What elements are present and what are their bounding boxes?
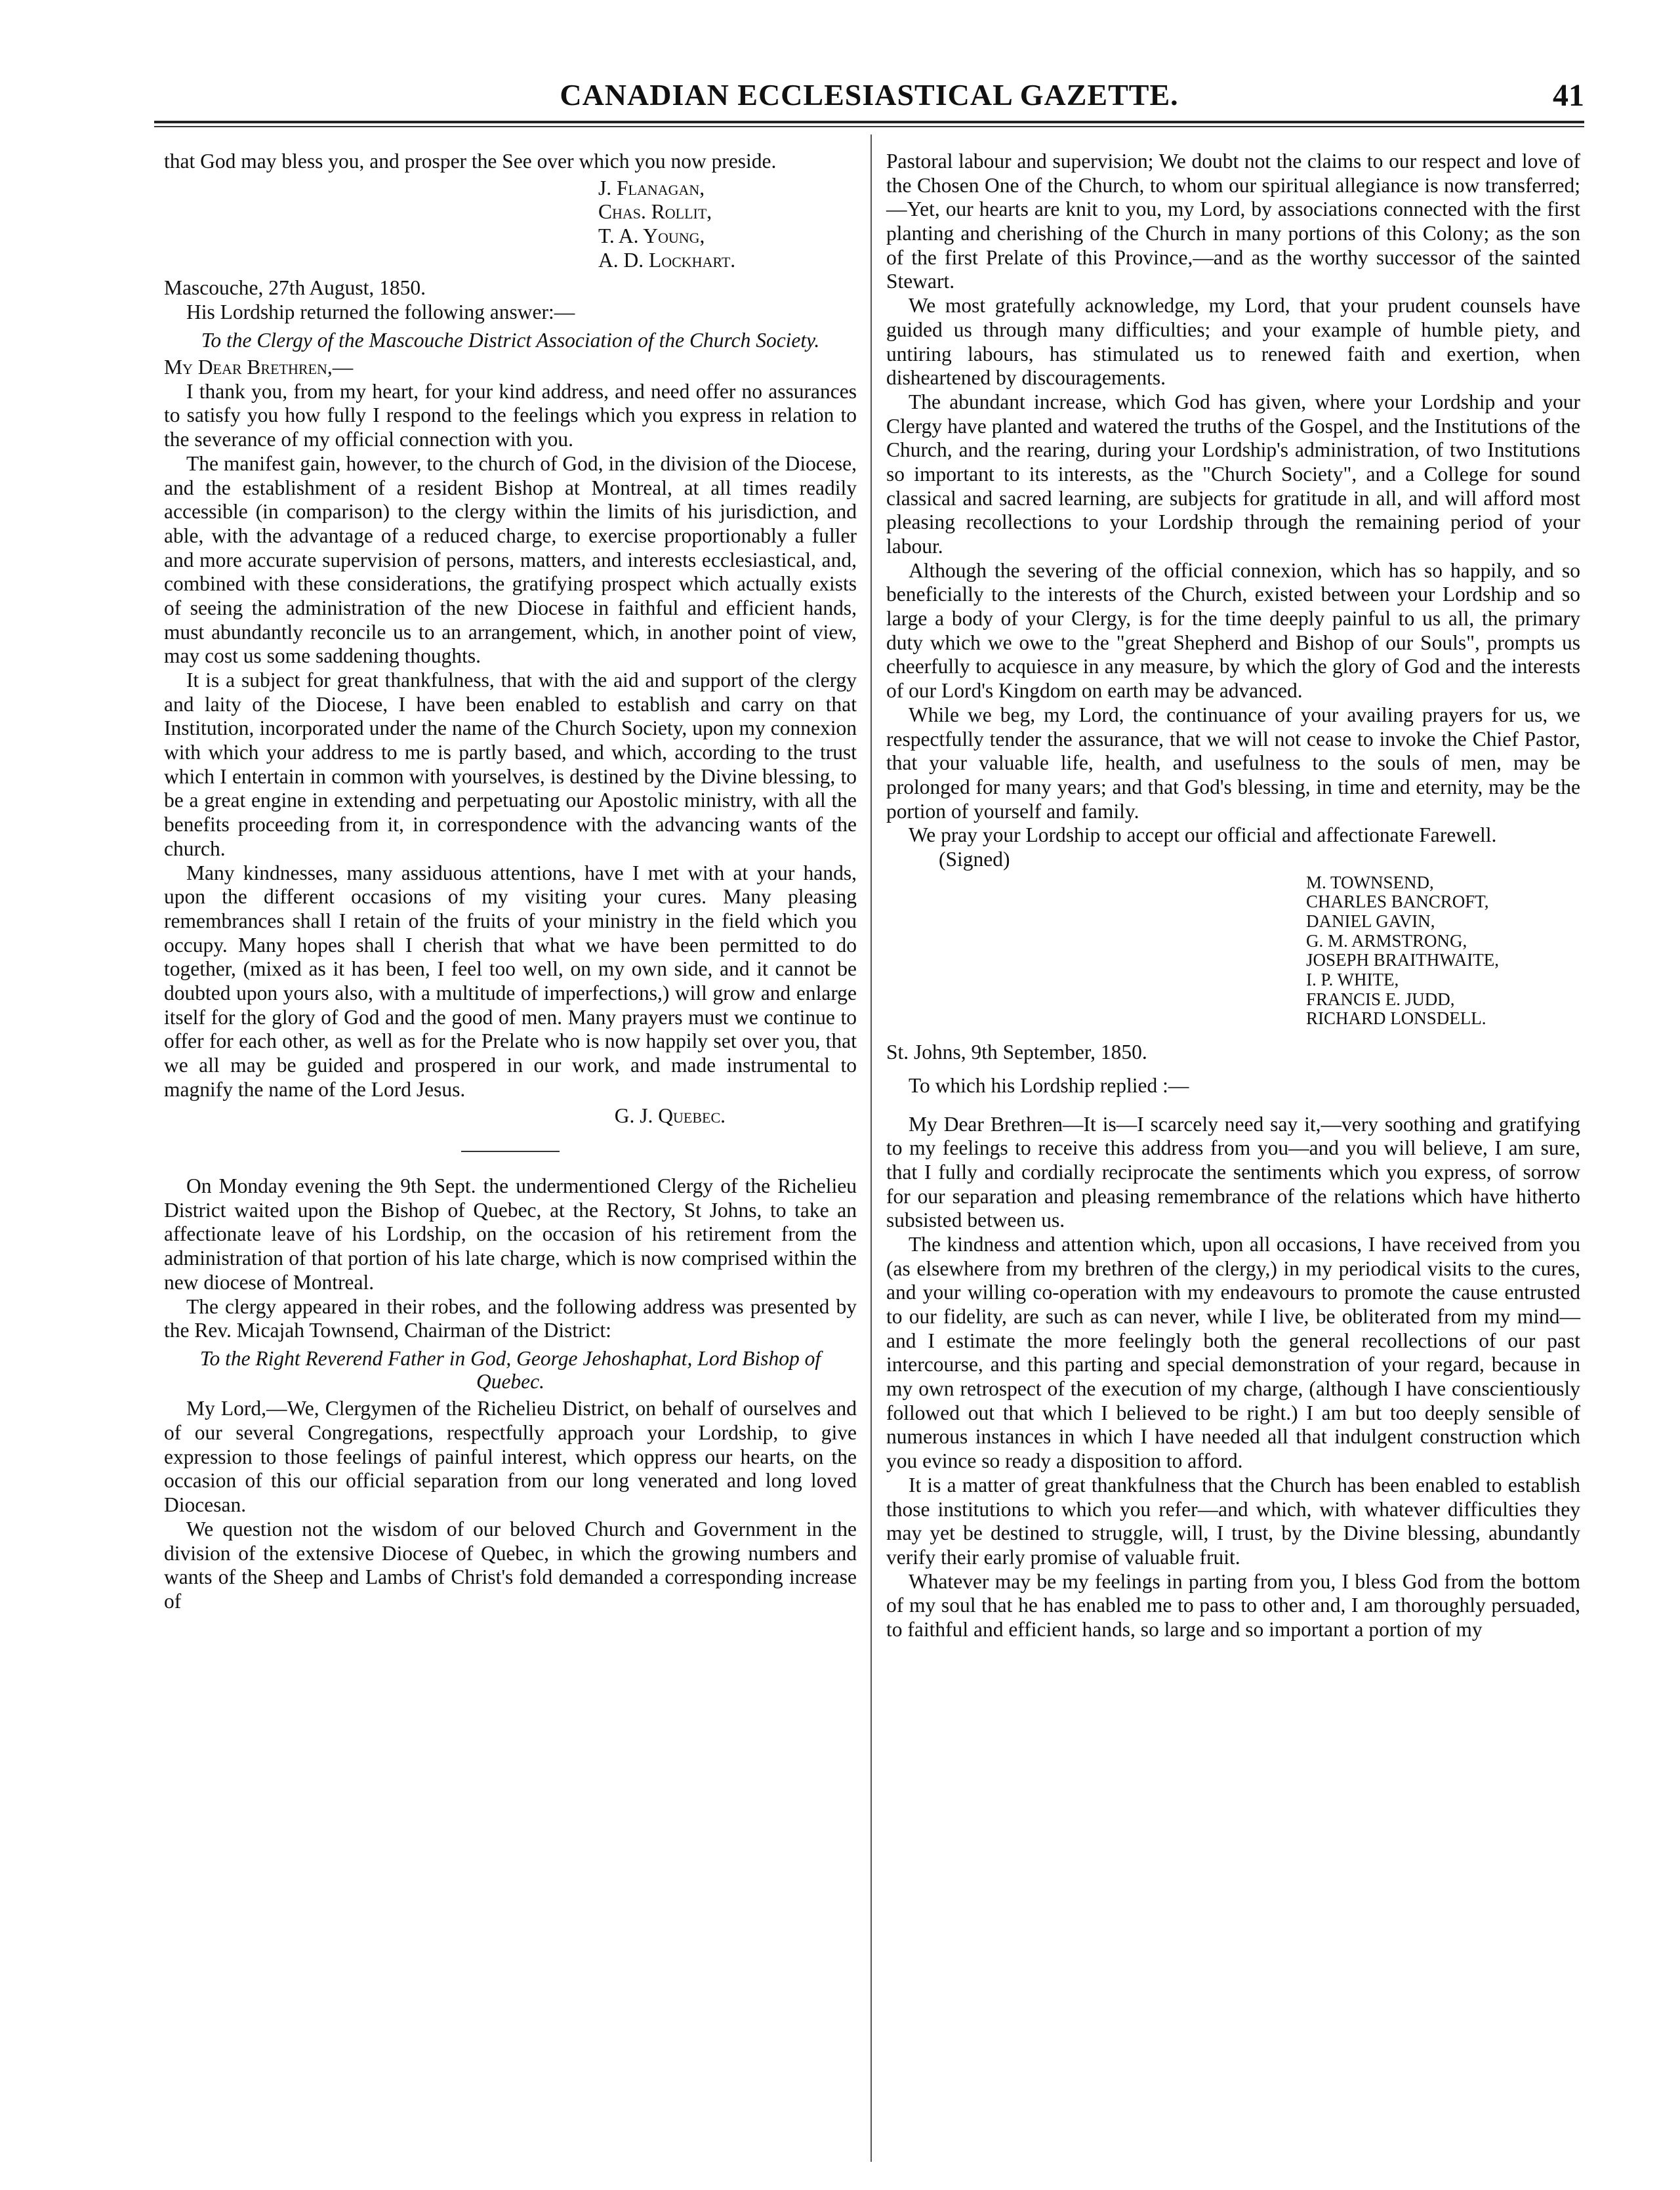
paragraph: We pray your Lordship to accept our official and affectionate Farewell. (909, 823, 1497, 847)
paragraph: The kindness and attention which, upon all occasions, I have received from you (as elsewhere from my brethren of the clergy,) in my periodical visits to the cures, and your willing co-operation with my endeavours to promote the cause entrusted to our fidelity, are such as can never, while I live, be obliterated from my mind—and I estimate the more feelingly both the general recollections of our past intercourse, and this parting and special demonstration of your regard, because in my own retrospect of the execution of my charge, (although I have conscientiously followed out that which I believed to be right.) I am but too deeply sensible of numerous instances in which I have needed all that indulgent construction which you evince so ready a disposition to afford. (886, 1232, 1580, 1473)
signatory: J. Flanagan, (598, 176, 705, 199)
signature-bishop: G. J. Quebec. (614, 1104, 726, 1128)
paragraph: While we beg, my Lord, the continuance of your availing prayers for us, we respectfully tender the assurance, that we will not cease to invoke the Chief Pastor, that your valuable life, health, and usefulness to the souls of men, may be prolonged for many years; and that God's blessing, in time and eternity, may be the portion of yourself and family. (886, 703, 1580, 823)
paragraph: The manifest gain, however, to the church of God, in the division of the Diocese, and the establishment of a resident Bishop at Montreal, at all times readily accessible (in comparison) to the clergy within the limits of his jurisdiction, and able, with the advantage of a reduced charge, to exercise proportionably a fuller and more accurate supervision of persons, matters, and interests ecclesiastical, and, combined with these considerations, the gratifying prospect which actually exists of seeing the administration of the new Diocese in faithful and efficient hands, must abundantly reconcile us to an arrangement, which, in another point of view, may cost us some saddening thoughts. (164, 451, 857, 668)
signatory: Chas. Rollit, (598, 200, 712, 224)
paragraph: It is a matter of great thankfulness that the Church has been enabled to establish those institutions to which you refer—and which, with whatever difficulties they may yet be destined to struggle, will, I trust, by the Divine blessing, abundantly verify their early promise of valuable fruit. (886, 1473, 1580, 1569)
signatory: CHARLES BANCROFT, (1306, 892, 1489, 912)
section-separator (461, 1151, 560, 1152)
signature-list-mascouche (164, 176, 857, 273)
place-date: Mascouche, 27th August, 1850. (164, 276, 426, 300)
header-rule-thin (154, 126, 1584, 127)
paragraph: We most gratefully acknowledge, my Lord, that your prudent counsels have guided us through many difficulties; and your example of humble piety, and untiring labours, has stimulated us to renewed faith and exertion, when disheartened by discouragements. (886, 294, 1580, 390)
signed-line (886, 848, 1580, 872)
left-column (164, 150, 857, 1614)
paragraph: On Monday evening the 9th Sept. the undermentioned Clergy of the Richelieu District waited upon the Bishop of Quebec, at the Rectory, St Johns, to take an affectionate leave of his Lordship, on the occasion of his retirement from the administration of that portion of his late charge, which is now comprised within the new diocese of Montreal. (164, 1174, 857, 1294)
paragraph: Pastoral labour and supervision; We doubt not the claims to our respect and love of the Chosen One of the Church, to whom our spiritual allegiance is now transferred;—Yet, our hearts are knit to you, my Lord, by associations connected with the first planting and cherishing of the Church in many portions of this Colony; as the son of the first Prelate of this Province,—and as the worthy successor of the sainted Stewart. (886, 150, 1580, 293)
paragraph: My Dear Brethren—It is—I scarcely need say it,—very soothing and gratifying to my feelings to receive this address from you—and you will believe, I am sure, that I fully and cordially reciprocate the sentiments which you express, of sorrow for our separation and pleasing remembrance of the relations which have hitherto subsisted between us. (886, 1112, 1580, 1232)
page-header (154, 77, 1584, 118)
page-number: 41 (1553, 78, 1584, 113)
paragraph: We question not the wisdom of our beloved Church and Government in the division of the extensive Diocese of Quebec, in which the growing numbers and wants of the Sheep and Lambs of Christ's fold demanded a corresponding increase of (164, 1517, 857, 1613)
signature-list-richelieu (886, 873, 1580, 1029)
paragraph: I thank you, from my heart, for your kind address, and need offer no assurances to satisfy you how fully I respond to the feelings which you express in relation to the severance of my official connection with you. (164, 379, 857, 451)
place-date: St. Johns, 9th September, 1850. (886, 1041, 1147, 1064)
header-rule (154, 121, 1584, 123)
reply-intro: His Lordship returned the following answer:— (186, 300, 575, 324)
signatory: I. P. WHITE, (1306, 970, 1399, 990)
running-title: CANADIAN ECCLESIASTICAL GAZETTE. (560, 78, 1179, 112)
signatory: G. M. ARMSTRONG, (1306, 930, 1467, 951)
salutation: My Dear Brethren,— (164, 356, 354, 379)
signatory: T. A. Young, (598, 224, 705, 248)
address-heading: To the Right Reverend Father in God, George Jehoshaphat, Lord Bishop of Quebec. (199, 1346, 821, 1394)
signed-label: (Signed) (939, 847, 1010, 871)
column-divider (871, 134, 872, 2162)
signatory: JOSEPH BRAITHWAITE, (1306, 950, 1499, 970)
signatory: FRANCIS E. JUDD, (1306, 989, 1455, 1009)
address-heading: To the Clergy of the Mascouche District Association of the Church Society. (201, 328, 820, 352)
paragraph: It is a subject for great thankfulness, that with the aid and support of the clergy and laity of the Diocese, I have been enabled to establish and carry on that Institution, incorporated under the name of the Church Society, upon my connexion with which your address to me is partly based, and which, according to the trust which I entertain in common with yourselves, is destined by the Divine blessing, to be a great engine in extending and perpetuating our Apostolic ministry, with all the benefits proceeding from it, in correspondence with the advancing wants of the church. (164, 669, 857, 860)
paragraph: Many kindnesses, many assiduous attentions, have I met with at your hands, upon the different occasions of my visiting your cures. Many pleasing remembrances shall I retain of the fruits of your ministry in the field which you occupy. Many hopes shall I cherish that what we have been permitted to do together, (mixed as it has been, I feel too well, on my own side, and it cannot be doubted upon yours also, with a multitude of imperfections,) will grow and enlarge itself for the glory of God and the good of men. Many prayers must we continue to offer for each other, as well as for the Prelate who is now happily set over you, that we all may be guided and prospered in our work, and made instrumental to magnify the name of the Lord Jesus. (164, 861, 857, 1101)
signatory: M. TOWNSEND, (1306, 872, 1434, 892)
reply-intro: To which his Lordship replied :— (909, 1073, 1189, 1097)
signatory: DANIEL GAVIN, (1306, 911, 1435, 931)
right-column (886, 150, 1580, 1642)
paragraph: My Lord,—We, Clergymen of the Richelieu District, on behalf of ourselves and of our several Congregations, respectfully approach your Lordship, to give expression to those feelings of painful interest, which oppress our hearts, on the occasion of this our official separation from our long venerated and long loved Diocesan. (164, 1397, 857, 1517)
paragraph: Whatever may be my feelings in parting from you, I bless God from the bottom of my soul that he has enabled me to pass to other and, I am thoroughly persuaded, to faithful and efficient hands, so large and so important a portion of my (886, 1569, 1580, 1641)
signatory: RICHARD LONSDELL. (1306, 1008, 1486, 1029)
paragraph: The clergy appeared in their robes, and the following address was presented by the Rev. Micajah Townsend, Chairman of the District: (164, 1294, 857, 1342)
paragraph: Although the severing of the official connexion, which has so happily, and so beneficially to the interests of the Church, existed between your Lordship and so large a body of your Clergy, is for the time deeply painful to us all, the primary duty which we owe to the "great Shepherd and Bishop of our Souls", prompts us cheerfully to acquiesce in any measure, by which the glory of God and the interests of our Lord's Kingdom on earth may be advanced. (886, 558, 1580, 703)
intro-text: that God may bless you, and prosper the See over which you now preside. (164, 150, 777, 173)
signatory: A. D. Lockhart. (598, 248, 736, 272)
paragraph: The abundant increase, which God has given, where your Lordship and your Clergy have planted and watered the truths of the Gospel, and the Institutions of the Church, and the rearing, during your Lordship's administration, of two Institutions so important to its interests, as the "Church Society", and a College for sound classical and sacred learning, are subjects for gratitude in all, and will afford most pleasing recollections to your Lordship through the remaining period of your labour. (886, 390, 1580, 558)
